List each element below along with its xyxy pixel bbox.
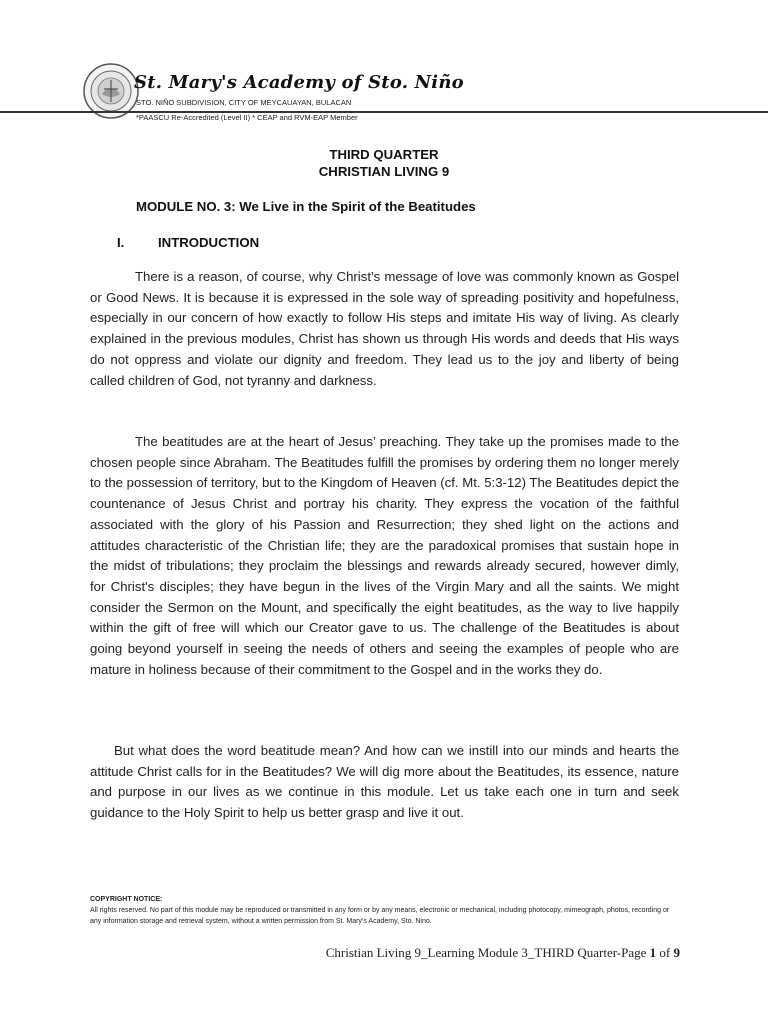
footer-prefix: Christian Living 9_Learning Module 3_THIRD Quarter-Page	[325, 945, 650, 960]
section-number: I.	[117, 235, 125, 250]
paragraph-2-text: The beatitudes are at the heart of Jesus’ preaching. They take up the promises made to the chosen people since Abraham. The Beatitudes fulfill the promises by ordering them no longer merely to the possession of territory, but to the Kingdom of Heaven (cf. Mt. 5:3-12) The Beatitudes depict the countenance of Jesus Christ and portray his charity. They express the vocation of the faithful associated with the glory of his Passion and Resurrection; they shed light on the actions and attitudes characteristic of the Christian life; they are the paradoxical promises that sustain hope in the midst of tribulations; they proclaim the blessings and rewards already secured, however dimly, for Christ's disciples; they have begun in the lives of the Virgin Mary and all the saints. We might consider the Sermon on the Mount, and specifically the eight beatitudes, as the way to live happily within the gift of free will which our Creator gave to us. The challenge of the Beatitudes is about going beyond yourself in seeing the needs of others and seeing the examples of people who are mature in holiness because of their commitment to the Gospel and in the works they do.	[90, 434, 679, 677]
paragraph-3	[90, 741, 679, 824]
school-accreditation: *PAASCU Re-Accredited (Level II) * CEAP and RVM-EAP Member	[136, 113, 358, 122]
page-current: 1	[649, 945, 657, 960]
section-heading	[117, 235, 259, 250]
school-address: STO. NIÑO SUBDIVISION, CITY OF MEYCAUAYAN, BULACAN	[136, 98, 352, 107]
paragraph-1	[90, 267, 679, 391]
page-total: 9	[673, 945, 680, 960]
subject-title: CHRISTIAN LIVING 9	[318, 164, 450, 179]
quarter-title: THIRD QUARTER	[329, 147, 439, 162]
document-titles	[0, 146, 768, 180]
section-title: INTRODUCTION	[158, 235, 260, 250]
header-divider	[0, 111, 768, 113]
paragraph-3-text: But what does the word beatitude mean? And how can we instill into our minds and hearts the attitude Christ calls for in the Beatitudes? We will dig more about the Beatitudes, its essence, nature and purpose in our lives as we continue in this module. Let us take each one in turn and seek guidance to the Holy Spirit to help us better grasp and live it out.	[90, 743, 679, 821]
copyright-text: All rights reserved. No part of this module may be reproduced or transmitted in any form or by any means, electronic or mechanical, including photocopy, mimeograph, photos, recording or any information storage and retrieval system, without a written permission from St. Mary’s Academy, Sto. Nino.	[90, 906, 670, 925]
copyright-label: COPYRIGHT NOTICE:	[90, 896, 163, 903]
footer-of: of	[656, 945, 674, 960]
copyright-notice	[90, 895, 680, 927]
page-footer	[326, 945, 680, 961]
paragraph-1-text: There is a reason, of course, why Christ’s message of love was commonly known as Gospel or Good News. It is because it is expressed in the sole way of spreading positivity and hopefulness, especially in our concern of how exactly to follow His steps and imitate His way of living. As clearly explained in the previous modules, Christ has shown us through His words and deeds that His ways do not oppress and violate our dignity and freedom. They lead us to the joy and liberty of being called children of God, not tyranny and darkness.	[90, 269, 679, 388]
paragraph-2	[90, 432, 679, 680]
school-header	[0, 62, 768, 126]
module-title: MODULE NO. 3: We Live in the Spirit of the Beatitudes	[136, 199, 476, 214]
school-name: St. Mary's Academy of Sto. Niño	[134, 72, 464, 93]
